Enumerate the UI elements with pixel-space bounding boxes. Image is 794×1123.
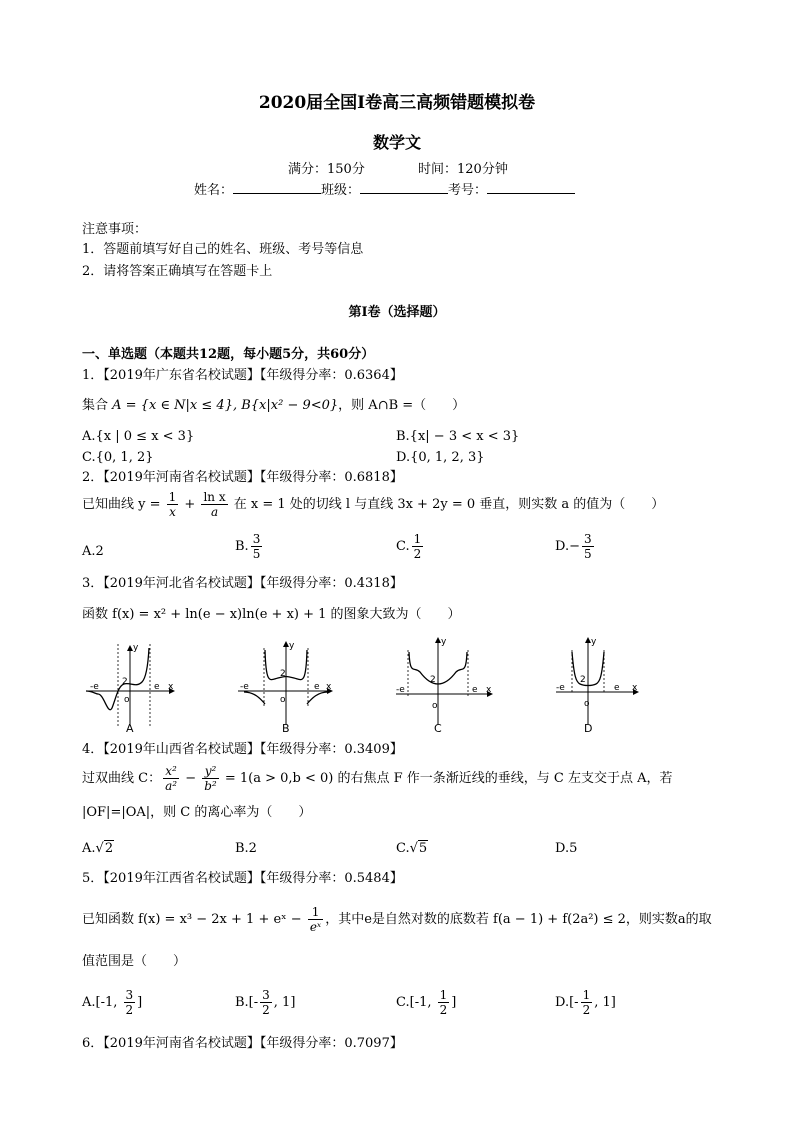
notice-item: 2．请将答案正确填写在答题卡上 bbox=[82, 264, 273, 279]
question-header: 3．【2019年河北省名校试题】【年级得分率：0.4318】 bbox=[82, 576, 403, 591]
question-stem: 函数 f(x) = x² + ln(e − x)ln(e + x) + 1 的图象大致为（ ） bbox=[82, 607, 461, 622]
student-info-line bbox=[194, 181, 575, 200]
svg-text:B: B bbox=[282, 722, 290, 735]
fraction: $\frac{1}{\text{eˣ}}$ bbox=[309, 905, 322, 934]
svg-text:y: y bbox=[289, 641, 295, 651]
svg-text:-e: -e bbox=[90, 682, 99, 692]
graph-a[interactable] bbox=[86, 643, 174, 735]
svg-text:-e: -e bbox=[396, 685, 405, 695]
option-a[interactable]: A.2 bbox=[82, 544, 104, 559]
question-header: 6．【2019年河南省名校试题】【年级得分率：0.7097】 bbox=[82, 1036, 403, 1051]
option-a[interactable]: A.{x | 0 ≤ x < 3} bbox=[82, 429, 195, 444]
question-header: 1．【2019年广东省名校试题】【年级得分率：0.6364】 bbox=[82, 368, 403, 383]
option-c[interactable]: C.√5 bbox=[396, 841, 428, 856]
option-d[interactable]: D.{0, 1, 2, 3} bbox=[396, 450, 485, 465]
graph-d[interactable] bbox=[556, 637, 638, 735]
svg-text:e: e bbox=[614, 683, 620, 693]
svg-text:o: o bbox=[280, 695, 286, 705]
stem-text: ，则 A∩B =（ ） bbox=[338, 398, 466, 413]
question-stem bbox=[82, 905, 712, 934]
notice-item: 1．答题前填写好自己的姓名、班级、考号等信息 bbox=[82, 242, 364, 257]
svg-text:2: 2 bbox=[122, 677, 128, 687]
option-b[interactable]: B. $\frac{3}{5}$ bbox=[235, 532, 261, 561]
option-c[interactable]: C.[-1, $\frac{1}{2}$ ] bbox=[396, 988, 457, 1017]
stem-text: 已知函数 f(x) = x³ − 2x + 1 + eˣ − bbox=[82, 912, 306, 927]
svg-text:y: y bbox=[133, 643, 139, 653]
svg-text:x: x bbox=[486, 685, 492, 695]
option-c[interactable]: C.{0, 1, 2} bbox=[82, 450, 154, 465]
stem-text: = 1(a > 0,b < 0) 的右焦点 F 作一条渐近线的垂线，与 C 左支交于点 A，若 bbox=[220, 771, 673, 786]
option-d[interactable]: D.[- $\frac{1}{2}$ , 1] bbox=[555, 988, 616, 1017]
option-c[interactable]: C. $\frac{1}{2}$ bbox=[396, 532, 422, 561]
svg-text:y: y bbox=[441, 637, 447, 647]
class-label: 班级： bbox=[321, 183, 361, 198]
svg-text:o: o bbox=[584, 699, 590, 709]
full-score: 满分：150分 bbox=[288, 162, 365, 177]
svg-text:e: e bbox=[154, 682, 160, 692]
number-label: 考号： bbox=[448, 183, 488, 198]
number-blank[interactable] bbox=[487, 181, 575, 194]
part-title: 一、单选题（本题共12题，每小题5分，共60分） bbox=[82, 347, 375, 362]
graph-b[interactable] bbox=[238, 641, 332, 735]
name-label: 姓名： bbox=[194, 183, 234, 198]
name-blank[interactable] bbox=[233, 181, 321, 194]
svg-text:A: A bbox=[126, 722, 134, 735]
notice-heading: 注意事项： bbox=[82, 222, 148, 237]
svg-text:e: e bbox=[472, 685, 478, 695]
class-blank[interactable] bbox=[360, 181, 448, 194]
option-b[interactable]: B.{x| − 3 < x < 3} bbox=[396, 429, 520, 444]
stem-text: 过双曲线 C： bbox=[82, 771, 162, 786]
fraction: $\frac{\text{x²}}{\text{a²}}$ bbox=[165, 764, 178, 793]
svg-text:x: x bbox=[326, 682, 332, 692]
option-b[interactable]: B.2 bbox=[235, 841, 257, 856]
stem-text: 集合 bbox=[82, 398, 113, 413]
question-stem-continued: |OF|=|OA|，则 C 的离心率为（ ） bbox=[82, 805, 312, 820]
stem-text: 在 x = 1 处的切线 l 与直线 3x + 2y = 0 垂直，则实数 a 的值为（ ） bbox=[229, 497, 665, 512]
stem-text: 已知曲线 y = bbox=[82, 497, 165, 512]
exam-title: 2020届全国Ⅰ卷高三高频错题模拟卷 bbox=[258, 93, 536, 113]
fraction: $\frac{\text{ln x}}{a}$ bbox=[203, 490, 226, 519]
svg-text:x: x bbox=[632, 683, 638, 693]
svg-text:2: 2 bbox=[430, 675, 436, 685]
fraction: $\frac{1}{x}$ bbox=[168, 490, 177, 519]
question-stem: 过双曲线 C： $\frac{\text{x²}}{\text{a²}}$ − $\frac{\text{y²}}{\text{b²}}$ = 1(a > 0,b < 0) 的右焦点 F 作一条渐近线的垂线，与 C 左支交于点 A，若 bbox=[82, 764, 673, 793]
option-d[interactable]: D.− $\frac{3}{5}$ bbox=[555, 532, 592, 561]
graph-options bbox=[82, 636, 642, 736]
section-title: 第I卷（选择题） bbox=[348, 305, 446, 320]
option-a[interactable]: A.[-1, $\frac{3}{2}$ ] bbox=[82, 988, 143, 1017]
exam-time: 时间：120分钟 bbox=[418, 162, 508, 177]
option-b[interactable]: B.[- $\frac{3}{2}$ , 1] bbox=[235, 988, 296, 1017]
question-header: 4．【2019年山西省名校试题】【年级得分率：0.3409】 bbox=[82, 742, 403, 757]
graph-c[interactable] bbox=[396, 637, 492, 735]
stem-formula: A = {x ∈ N|x ≤ 4}, B{x|x² − 9<0} bbox=[112, 398, 339, 413]
exam-subject: 数学文 bbox=[372, 133, 421, 152]
svg-text:D: D bbox=[584, 722, 593, 735]
question-header: 2．【2019年河南省名校试题】【年级得分率：0.6818】 bbox=[82, 470, 403, 485]
svg-text:y: y bbox=[591, 637, 597, 647]
question-stem-continued: 值范围是（ ） bbox=[82, 954, 187, 969]
question-stem bbox=[82, 397, 465, 415]
svg-text:o: o bbox=[124, 695, 130, 705]
svg-text:-e: -e bbox=[556, 683, 565, 693]
svg-text:e: e bbox=[314, 682, 320, 692]
option-a[interactable]: A.√2 bbox=[82, 841, 114, 856]
question-stem: 已知曲线 y = $\frac{1}{x}$ + $\frac{\text{ln x}}{a}$ 在 x = 1 处的切线 l 与直线 3x + 2y = 0 垂直，则实数 a 的值为（ ） bbox=[82, 490, 665, 519]
svg-text:x: x bbox=[168, 682, 174, 692]
fraction: $\frac{\text{y²}}{\text{b²}}$ bbox=[204, 764, 217, 793]
option-d[interactable]: D.5 bbox=[555, 841, 578, 856]
svg-text:C: C bbox=[434, 722, 442, 735]
svg-text:-e: -e bbox=[240, 682, 249, 692]
stem-text: ，其中e是自然对数的底数若 f(a − 1) + f(2a²) ≤ 2，则实数a的取 bbox=[325, 912, 712, 927]
question-header: 5．【2019年江西省名校试题】【年级得分率：0.5484】 bbox=[82, 871, 403, 886]
svg-text:o: o bbox=[432, 701, 438, 711]
svg-text:2: 2 bbox=[580, 675, 586, 685]
svg-text:2: 2 bbox=[280, 669, 286, 679]
